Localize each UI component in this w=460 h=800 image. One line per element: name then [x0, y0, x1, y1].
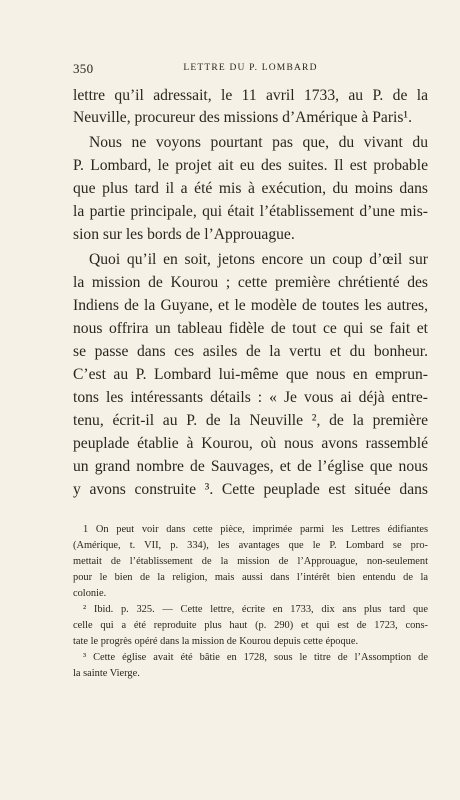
body-line: la mission de Kourou ; cette première chrétienté des [73, 274, 428, 291]
body-line: la partie principale, qui était l’établissement d’une mis- [73, 203, 428, 220]
running-title: LETTRE DU P. LOMBARD [183, 63, 318, 73]
footnote-line: tate le progrès opéré dans la mission de Kourou depuis cette époque. [73, 636, 359, 647]
body-line: y avons construite ³. Cette peuplade est située dans [73, 481, 428, 498]
footnote-line: la sainte Vierge. [73, 668, 140, 679]
body-line: un grand nombre de Sauvages, et de l’église que nous [73, 458, 428, 475]
body-line: tenu, écrit-il au P. de la Neuville ², de la première [73, 412, 428, 429]
body-line: nous offrira un tableau fidèle de tout ce qui se fait et [73, 320, 428, 337]
footnote-line: ² Ibid. p. 325. — Cette lettre, écrite en 1733, dix ans plus tard que [83, 604, 428, 615]
body-line: tons les intéressants détails : « Je vous ai déjà entre- [73, 389, 428, 406]
body-line: se passe dans ces asiles de la vertu et du bonheur. [73, 343, 428, 360]
body-line: P. Lombard, le projet ait eu des suites. Il est probable [73, 157, 428, 174]
footnote-line: ³ Cette église avait été bâtie en 1728, sous le titre de l’Assomption de [83, 652, 428, 663]
page-number: 350 [73, 61, 94, 76]
footnote-line: 1 On peut voir dans cette pièce, imprimée parmi les Lettres édifiantes [83, 524, 428, 535]
footnote-line: pour le bien de la religion, mais aussi dans l’intérêt bien entendu de la [73, 572, 428, 583]
footnote-line: colonie. [73, 588, 107, 599]
body-line: lettre qu’il adressait, le 11 avril 1733, au P. de la [73, 87, 428, 104]
body-line: C’est au P. Lombard lui-même que nous en emprun- [73, 366, 428, 383]
footnote-line: (Amérique, t. VII, p. 334), les avantages que le P. Lombard se pro- [73, 540, 428, 551]
body-line: peuplade établie à Kourou, où nous avons rassemblé [73, 435, 428, 452]
footnote-line: mettait de l’établissement de la mission de l’Approuague, non-seulement [73, 556, 428, 567]
body-line: Quoi qu’il en soit, jetons encore un coup d’œil sur [89, 251, 428, 268]
body-line: Nous ne voyons pourtant pas que, du vivant du [89, 134, 428, 151]
body-line: Neuville, procureur des missions d’Amérique à Paris¹. [73, 109, 412, 126]
footnote-line: celle qui a été reproduite plus haut (p. 290) et qui est de 1723, cons- [73, 620, 428, 631]
body-line: que plus tard il a été mis à exécution, du moins dans [73, 180, 428, 197]
body-line: Indiens de la Guyane, et le modèle de toutes les autres, [73, 297, 428, 314]
page-header [73, 61, 428, 77]
body-line: sion sur les bords de l’Approuague. [73, 226, 295, 243]
